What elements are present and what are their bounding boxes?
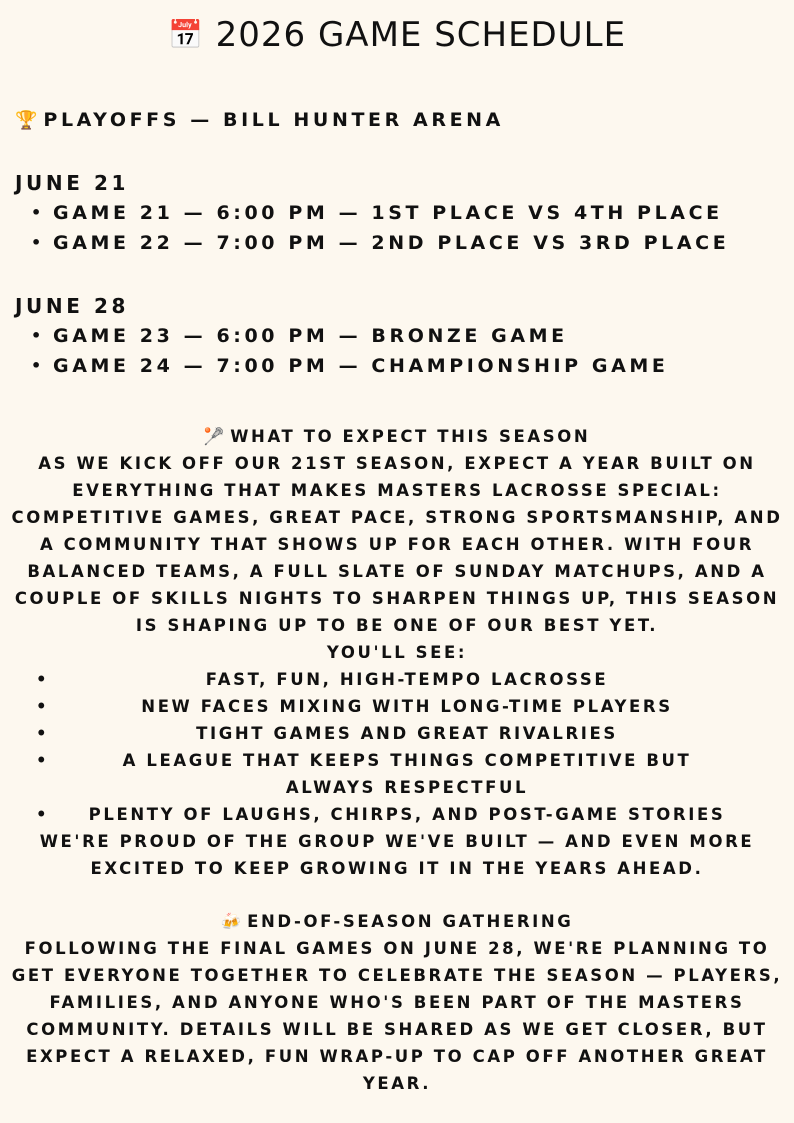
list-item-text: FAST, FUN, HIGH-TEMPO LACROSSE bbox=[205, 670, 609, 689]
trophy-icon: 🏆 bbox=[15, 110, 38, 131]
list-item-text: A LEAGUE THAT KEEPS THINGS COMPETITIVE BUT ALWAYS RESPECTFUL bbox=[122, 751, 692, 797]
bullet-icon: • bbox=[31, 233, 42, 252]
game-item bbox=[15, 228, 729, 258]
expect-list bbox=[8, 666, 786, 828]
schedule-day-june-21 bbox=[15, 168, 729, 258]
game-item bbox=[15, 321, 669, 351]
list-item bbox=[8, 747, 786, 801]
game-item bbox=[15, 351, 669, 381]
schedule-day-june-28 bbox=[15, 291, 669, 381]
list-item-text: TIGHT GAMES AND GREAT RIVALRIES bbox=[196, 724, 618, 743]
lacrosse-stick-icon: 🥍 bbox=[203, 427, 225, 446]
page-title-text: 2026 GAME SCHEDULE bbox=[215, 15, 627, 55]
page-title bbox=[0, 12, 794, 58]
expect-list-label: YOU'LL SEE: bbox=[326, 643, 468, 662]
list-item bbox=[8, 666, 786, 693]
list-item bbox=[8, 693, 786, 720]
gathering-section bbox=[8, 908, 786, 1097]
bullet-icon: • bbox=[36, 697, 47, 716]
expect-closing: WE'RE PROUD OF THE GROUP WE'VE BUILT — AND EVEN MORE EXCITED TO KEEP GROWING IT IN THE YEARS AHEAD. bbox=[39, 832, 755, 878]
schedule-date: JUNE 28 bbox=[15, 294, 130, 318]
playoffs-heading-text: PLAYOFFS — BILL HUNTER ARENA bbox=[43, 109, 504, 131]
bullet-icon: • bbox=[36, 670, 47, 689]
gathering-heading bbox=[8, 908, 786, 935]
expect-heading bbox=[8, 423, 786, 450]
bullet-icon: • bbox=[36, 805, 47, 824]
game-text: GAME 22 — 7:00 PM — 2ND PLACE VS 3RD PLACE bbox=[53, 232, 730, 254]
expect-heading-text: WHAT TO EXPECT THIS SEASON bbox=[230, 427, 591, 446]
game-item bbox=[15, 198, 729, 228]
game-text: GAME 24 — 7:00 PM — CHAMPIONSHIP GAME bbox=[53, 355, 669, 377]
list-item bbox=[8, 801, 786, 828]
game-text: GAME 23 — 6:00 PM — BRONZE GAME bbox=[53, 325, 568, 347]
calendar-icon: 📅 bbox=[167, 18, 204, 51]
schedule-date: JUNE 21 bbox=[15, 171, 130, 195]
playoffs-heading bbox=[15, 105, 504, 136]
bullet-icon: • bbox=[31, 356, 42, 375]
expect-section bbox=[8, 423, 786, 882]
list-item-text: PLENTY OF LAUGHS, CHIRPS, AND POST-GAME STORIES bbox=[88, 805, 726, 824]
list-item-text: NEW FACES MIXING WITH LONG-TIME PLAYERS bbox=[141, 697, 673, 716]
game-text: GAME 21 — 6:00 PM — 1ST PLACE VS 4TH PLACE bbox=[53, 202, 723, 224]
list-item bbox=[8, 720, 786, 747]
beer-mugs-icon: 🍻 bbox=[220, 912, 242, 931]
bullet-icon: • bbox=[31, 326, 42, 345]
gathering-body: FOLLOWING THE FINAL GAMES ON JUNE 28, WE'RE PLANNING TO GET EVERYONE TOGETHER TO CELEBRATE THE SEASON — PLAYERS, FAMILIES, AND ANYONE WHO'S BEEN PART OF THE MASTERS COMMUNITY. DETAILS WILL BE SHARED AS WE GET CLOSER, BUT EXPECT A RELAXED, FUN WRAP-UP TO CAP OFF ANOTHER GREAT YEAR. bbox=[11, 939, 783, 1093]
gathering-heading-text: END-OF-SEASON GATHERING bbox=[247, 912, 574, 931]
bullet-icon: • bbox=[36, 751, 47, 770]
bullet-icon: • bbox=[36, 724, 47, 743]
bullet-icon: • bbox=[31, 203, 42, 222]
expect-intro: AS WE KICK OFF OUR 21ST SEASON, EXPECT A YEAR BUILT ON EVERYTHING THAT MAKES MASTERS LACROSSE SPECIAL: COMPETITIVE GAMES, GREAT PACE, STRONG SPORTSMANSHIP, AND A COMMUNITY THAT SHOWS UP FOR EACH OTHER. WITH FOUR BALANCED TEAMS, A FULL SLATE OF SUNDAY MATCHUPS, AND A COUPLE OF SKILLS NIGHTS TO SHARPEN THINGS UP, THIS SEASON IS SHAPING UP TO BE ONE OF OUR BEST YET. bbox=[11, 454, 783, 635]
